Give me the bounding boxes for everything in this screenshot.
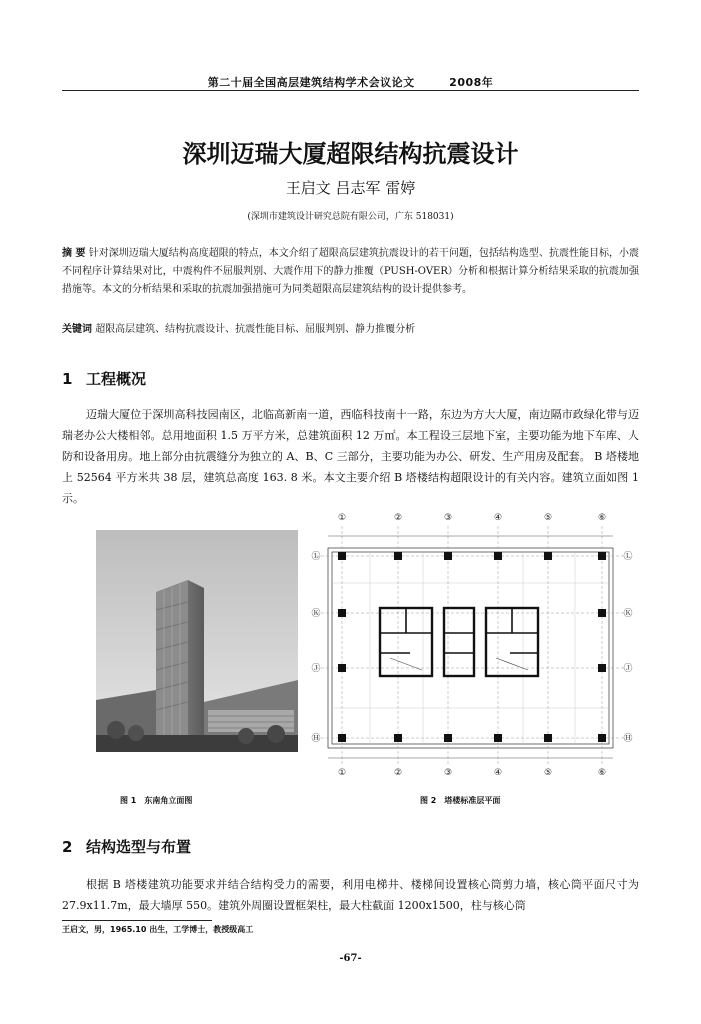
running-head: 第二十届全国高层建筑结构学术会议论文 2008年 — [207, 76, 494, 89]
plan-col-label-bottom: ⑤ — [543, 768, 553, 778]
paper-title: 深圳迈瑞大厦超限结构抗震设计 — [182, 140, 519, 168]
plan-row-label: Ⓚ — [311, 609, 321, 619]
plan-col-label-top: ① — [337, 513, 347, 523]
abstract-label: 摘 要 — [62, 248, 86, 259]
paper-authors: 王启文 吕志军 雷婷 — [285, 179, 416, 197]
plan-col-label-bottom: ⑥ — [597, 768, 607, 778]
plan-col-label-bottom: ③ — [443, 768, 453, 778]
plan-row-label: Ⓛ — [311, 552, 321, 562]
section-title: 工程概况 — [86, 370, 147, 388]
paper-affiliation: (深圳市建筑设计研究总院有限公司，广东 518031) — [247, 212, 454, 222]
plan-row-label-right: Ⓗ — [623, 734, 633, 744]
footnote-rule — [62, 920, 212, 921]
figure1-photo — [96, 530, 298, 752]
plan-col-label-top: ⑤ — [543, 513, 553, 523]
plan-col-label-bottom: ① — [337, 768, 347, 778]
abstract — [62, 245, 639, 299]
figure2-caption: 图 2 塔楼标准层平面 — [420, 796, 501, 805]
section-number: 1 — [62, 370, 73, 388]
keywords-label: 关键词 — [62, 324, 92, 335]
figure2-floor-plan — [310, 508, 635, 778]
plan-col-label-top: ④ — [493, 513, 503, 523]
figure1-caption: 图 1 东南角立面图 — [120, 796, 193, 805]
section1-paragraph: 迈瑞大厦位于深圳高科技园南区，北临高新南一道，西临科技南十一路，东边为方大大厦，南边隔市政绿化带与迈瑞老办公大楼相邻。总用地面积 1.5 万平方米，总建筑面积 12 万㎡。本工程设三层地下室，主要功能为地下车库、人防和设备用房。地上部分由抗震缝分为独立的 A、B、C 三部分，主要功能为办公、研发、生产用房及配套。 B 塔楼地上 52564 平方米共 38 层，建筑总高度 163. 8 米。本文主要介绍 B 塔楼结构超限设计的有关内容。建筑立面如图 1 示。 — [62, 408, 639, 505]
abstract-text: 针对深圳迈瑞大厦结构高度超限的特点，本文介绍了超限高层建筑抗震设计的若干问题，包括结构选型、抗震性能目标，小震不同程序计算结果对比，中震构件不屈服判别、大震作用下的静力推覆（PUSH-OVER）分析和根据计算分析结果采取的抗震加强措施等。本文的分析结果和采取的抗震加强措施可为同类超限高层建筑结构的设计提供参考。 — [62, 248, 639, 295]
section-heading-2 — [62, 836, 191, 857]
plan-row-label: Ⓗ — [311, 734, 321, 744]
plan-col-label-top: ③ — [443, 513, 453, 523]
plan-col-label-bottom: ④ — [493, 768, 503, 778]
plan-row-label-right: Ⓙ — [623, 664, 633, 674]
plan-row-label: Ⓙ — [311, 664, 321, 674]
keywords-text: 超限高层建筑、结构抗震设计、抗震性能目标、屈服判别、静力推覆分析 — [95, 324, 416, 335]
plan-col-label-bottom: ② — [393, 768, 403, 778]
plan-col-label-top: ⑥ — [597, 513, 607, 523]
section2-paragraph: 根据 B 塔楼建筑功能要求并结合结构受力的需要，利用电梯井、楼梯间设置核心筒剪力墙，核心筒平面尺寸为 27.9x11.7m，最大墙厚 550。建筑外周圈设置框架柱，最大柱截面 1200x1500，柱与核心筒 — [62, 878, 639, 912]
plan-row-label-right: Ⓚ — [623, 609, 633, 619]
section-number: 2 — [62, 838, 73, 856]
section-heading-1 — [62, 368, 146, 389]
header-rule — [62, 90, 639, 91]
keywords — [62, 320, 639, 335]
section-title: 结构选型与布置 — [86, 838, 192, 856]
plan-col-label-top: ② — [393, 513, 403, 523]
author-footnote: 王启文，男，1965.10 出生，工学博士，教授级高工 — [62, 925, 254, 934]
plan-row-label-right: Ⓛ — [623, 552, 633, 562]
page-number: -67- — [339, 953, 362, 964]
